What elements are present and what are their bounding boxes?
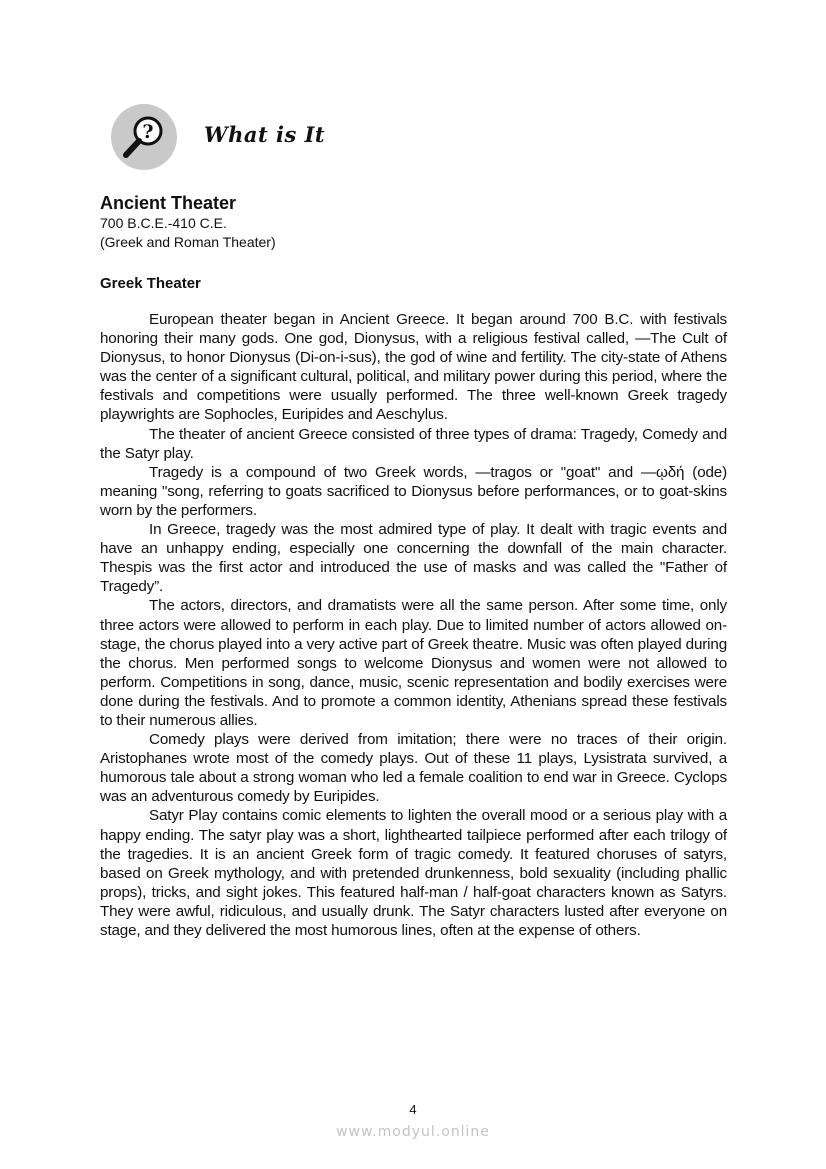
paragraph-intro: European theater began in Ancient Greece. It began around 700 B.C. with festivals honoring their many gods. One god, Dionysus, with a religious festival called, —The Cult of Dionysus, to honor Dionysus (Di-on-i-sus), the god of wine and fertility. The city-state of Athens was the center of a significant cultural, political, and military power during this period, where the festivals and competitions were usually performed. The three well-known Greek tragedy playwrights are Sophocles, Euripides and Aeschylus. xyxy=(100,311,727,424)
watermark: www.modyul.online xyxy=(336,1124,490,1140)
article-subtitle: (Greek and Roman Theater) xyxy=(100,234,276,250)
section-heading: Greek Theater xyxy=(100,275,201,292)
paragraph-comedy: Comedy plays were derived from imitation; there were no traces of their origin. Aristophanes wrote most of the comedy plays. Out of these 11 plays, Lysistrata survived, a humorous tale about a strong woman who led a female coalition to end war in Greece. Cyclops was an adventurous comedy by Euripides. xyxy=(100,731,727,806)
section-header xyxy=(111,104,177,170)
page-number: 4 xyxy=(409,1102,417,1117)
article-dates: 700 B.C.E.-410 C.E. xyxy=(100,215,227,231)
article xyxy=(100,192,727,940)
svg-text:?: ? xyxy=(142,121,154,143)
paragraph-satyr-play: Satyr Play contains comic elements to lighten the overall mood or a serious play with a happy ending. The satyr play was a short, lighthearted tailpiece performed after each trilogy of the tragedies. It is an ancient Greek form of tragic comedy. It featured choruses of satyrs, based on Greek mythology, and with pretended drunkenness, bold sexuality (including phallic props), tricks, and sight jokes. This featured half-man / half-goat characters known as Satyrs. They were awful, ridiculous, and usually drunk. The Satyr characters lusted after everyone on stage, and they delivered the most humorous lines, often at the expense of others. xyxy=(100,807,727,939)
paragraph-drama-types: The theater of ancient Greece consisted of three types of drama: Tragedy, Comedy and the Satyr play. xyxy=(100,425,727,462)
section-title: What is It xyxy=(204,122,326,147)
paragraph-actors: The actors, directors, and dramatists were all the same person. After some time, only three actors were allowed to perform in each play. Due to limited number of actors allowed on-stage, the chorus played into a very active part of Greek theatre. Music was often played during the chorus. Men performed songs to welcome Dionysus and women were not allowed to perform. Competitions in song, dance, music, scenic representation and bodily exercises were done during the festivals. And to promote a common identity, Athenians spread these festivals to their numerous allies. xyxy=(100,597,727,729)
paragraph-tragedy: In Greece, tragedy was the most admired type of play. It dealt with tragic events and have an unhappy ending, especially one concerning the downfall of the main character. Thespis was the first actor and introduced the use of masks and was called the "Father of Tragedy”. xyxy=(100,521,727,596)
article-body xyxy=(100,310,727,940)
article-title: Ancient Theater xyxy=(100,193,237,213)
magnifier-question-icon xyxy=(111,104,177,170)
paragraph-tragedy-etymology: Tragedy is a compound of two Greek words, —tragos or "goat" and —ῳδή (ode) meaning "song, referring to goats sacrificed to Dionysus before performances, or to goat-skins worn by the performers. xyxy=(100,463,727,519)
